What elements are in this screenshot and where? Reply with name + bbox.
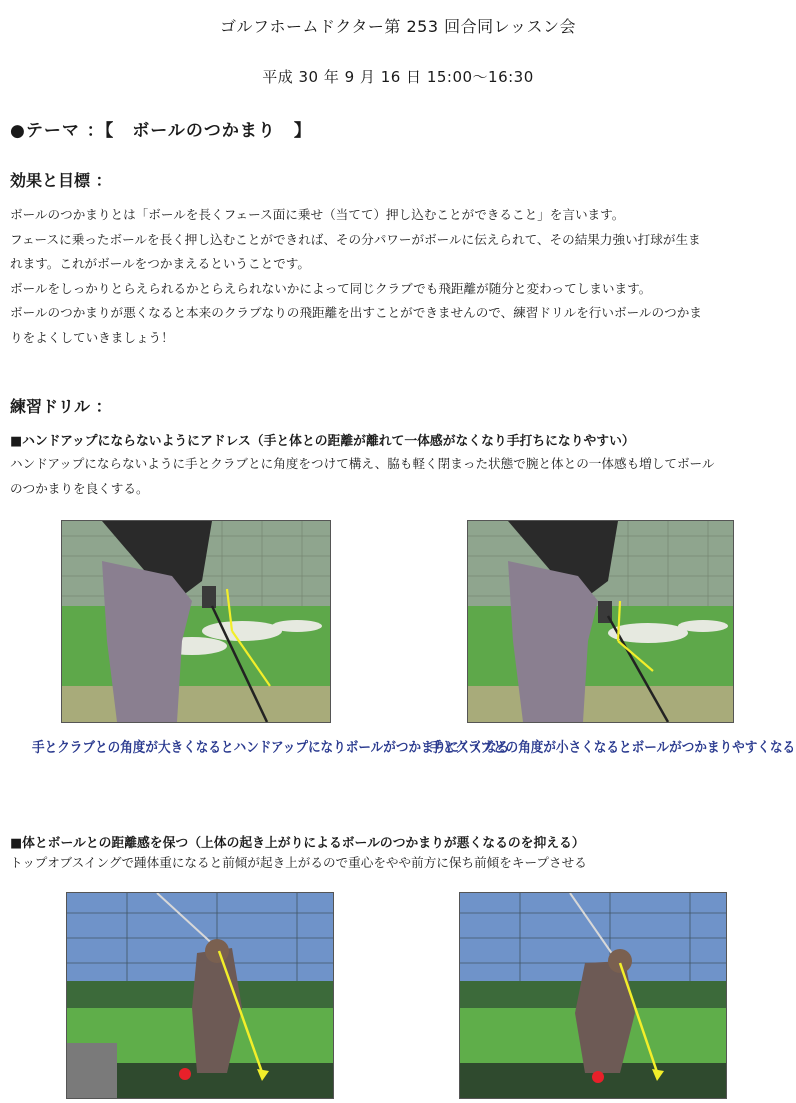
- effect-paragraph: [10, 203, 792, 350]
- lesson-title: ゴルフホームドクター第 253 回合同レッスン会: [220, 17, 576, 36]
- drill2-paragraph: [10, 851, 792, 876]
- lesson-datetime: 平成 30 年 9 月 16 日 15:00～16:30: [262, 68, 534, 86]
- effect-heading: 効果と目標 ：: [10, 171, 112, 190]
- drill1-line: のつかまりを良くする。: [10, 480, 149, 496]
- caption-handup: 手とクラブとの角度が大きくなるとハンドアップになりボールがつかまりにくくなる: [32, 740, 510, 756]
- drill2-title: ■体とボールとの距離感を保つ（上体の起き上がりによるボールのつかまりが悪くなるのを抑える）: [10, 836, 585, 851]
- drill-heading: 練習ドリル ：: [10, 397, 112, 416]
- theme-heading: [10, 116, 312, 141]
- caption-correct: 手とクラブとの角度が小さくなるとボールがつかまりやすくなる: [430, 740, 796, 756]
- photo-handup-address: [61, 520, 331, 723]
- photo-top-swing-forward: [459, 892, 727, 1099]
- photo-correct-address: [467, 520, 734, 723]
- bullet-icon: ●: [10, 121, 26, 141]
- effect-line: りをよくしていきましょう！: [10, 329, 174, 345]
- theme-label: テーマ ：【 ボールのつかまり 】: [25, 121, 312, 141]
- effect-line: フェースに乗ったボールを長く押し込むことができれば、その分パワーがボールに伝えられて、その結果力強い打球が生ま: [10, 231, 701, 247]
- drill1-title: ■ハンドアップにならないようにアドレス（手と体との距離が離れて一体感がなくなり手打ちになりやすい）: [10, 434, 635, 449]
- drill1-paragraph: [10, 452, 792, 501]
- effect-line: れます。これがボールをつかまえるということです。: [10, 256, 310, 271]
- photo-top-swing-heel: [66, 892, 334, 1099]
- effect-line: ボールをしっかりとらえられるかとらえられないかによって同じクラブでも飛距離が随分と変わってしまいます。: [10, 280, 652, 296]
- drill2-line: トップオブスイングで踵体重になると前傾が起き上がるので重心をやや前方に保ち前傾をキープさせる: [10, 855, 587, 870]
- effect-line: ボールのつかまりとは「ボールを長くフェース面に乗せ（当てて）押し込むことができること」を言います。: [10, 207, 625, 222]
- drill1-line: ハンドアップにならないように手とクラブとに角度をつけて構え、脇も軽く閉まった状態で腕と体との一体感も増してボール: [10, 456, 715, 471]
- effect-line: ボールのつかまりが悪くなると本来のクラブなりの飛距離を出すことができませんので、練習ドリルを行いボールのつかま: [10, 305, 702, 320]
